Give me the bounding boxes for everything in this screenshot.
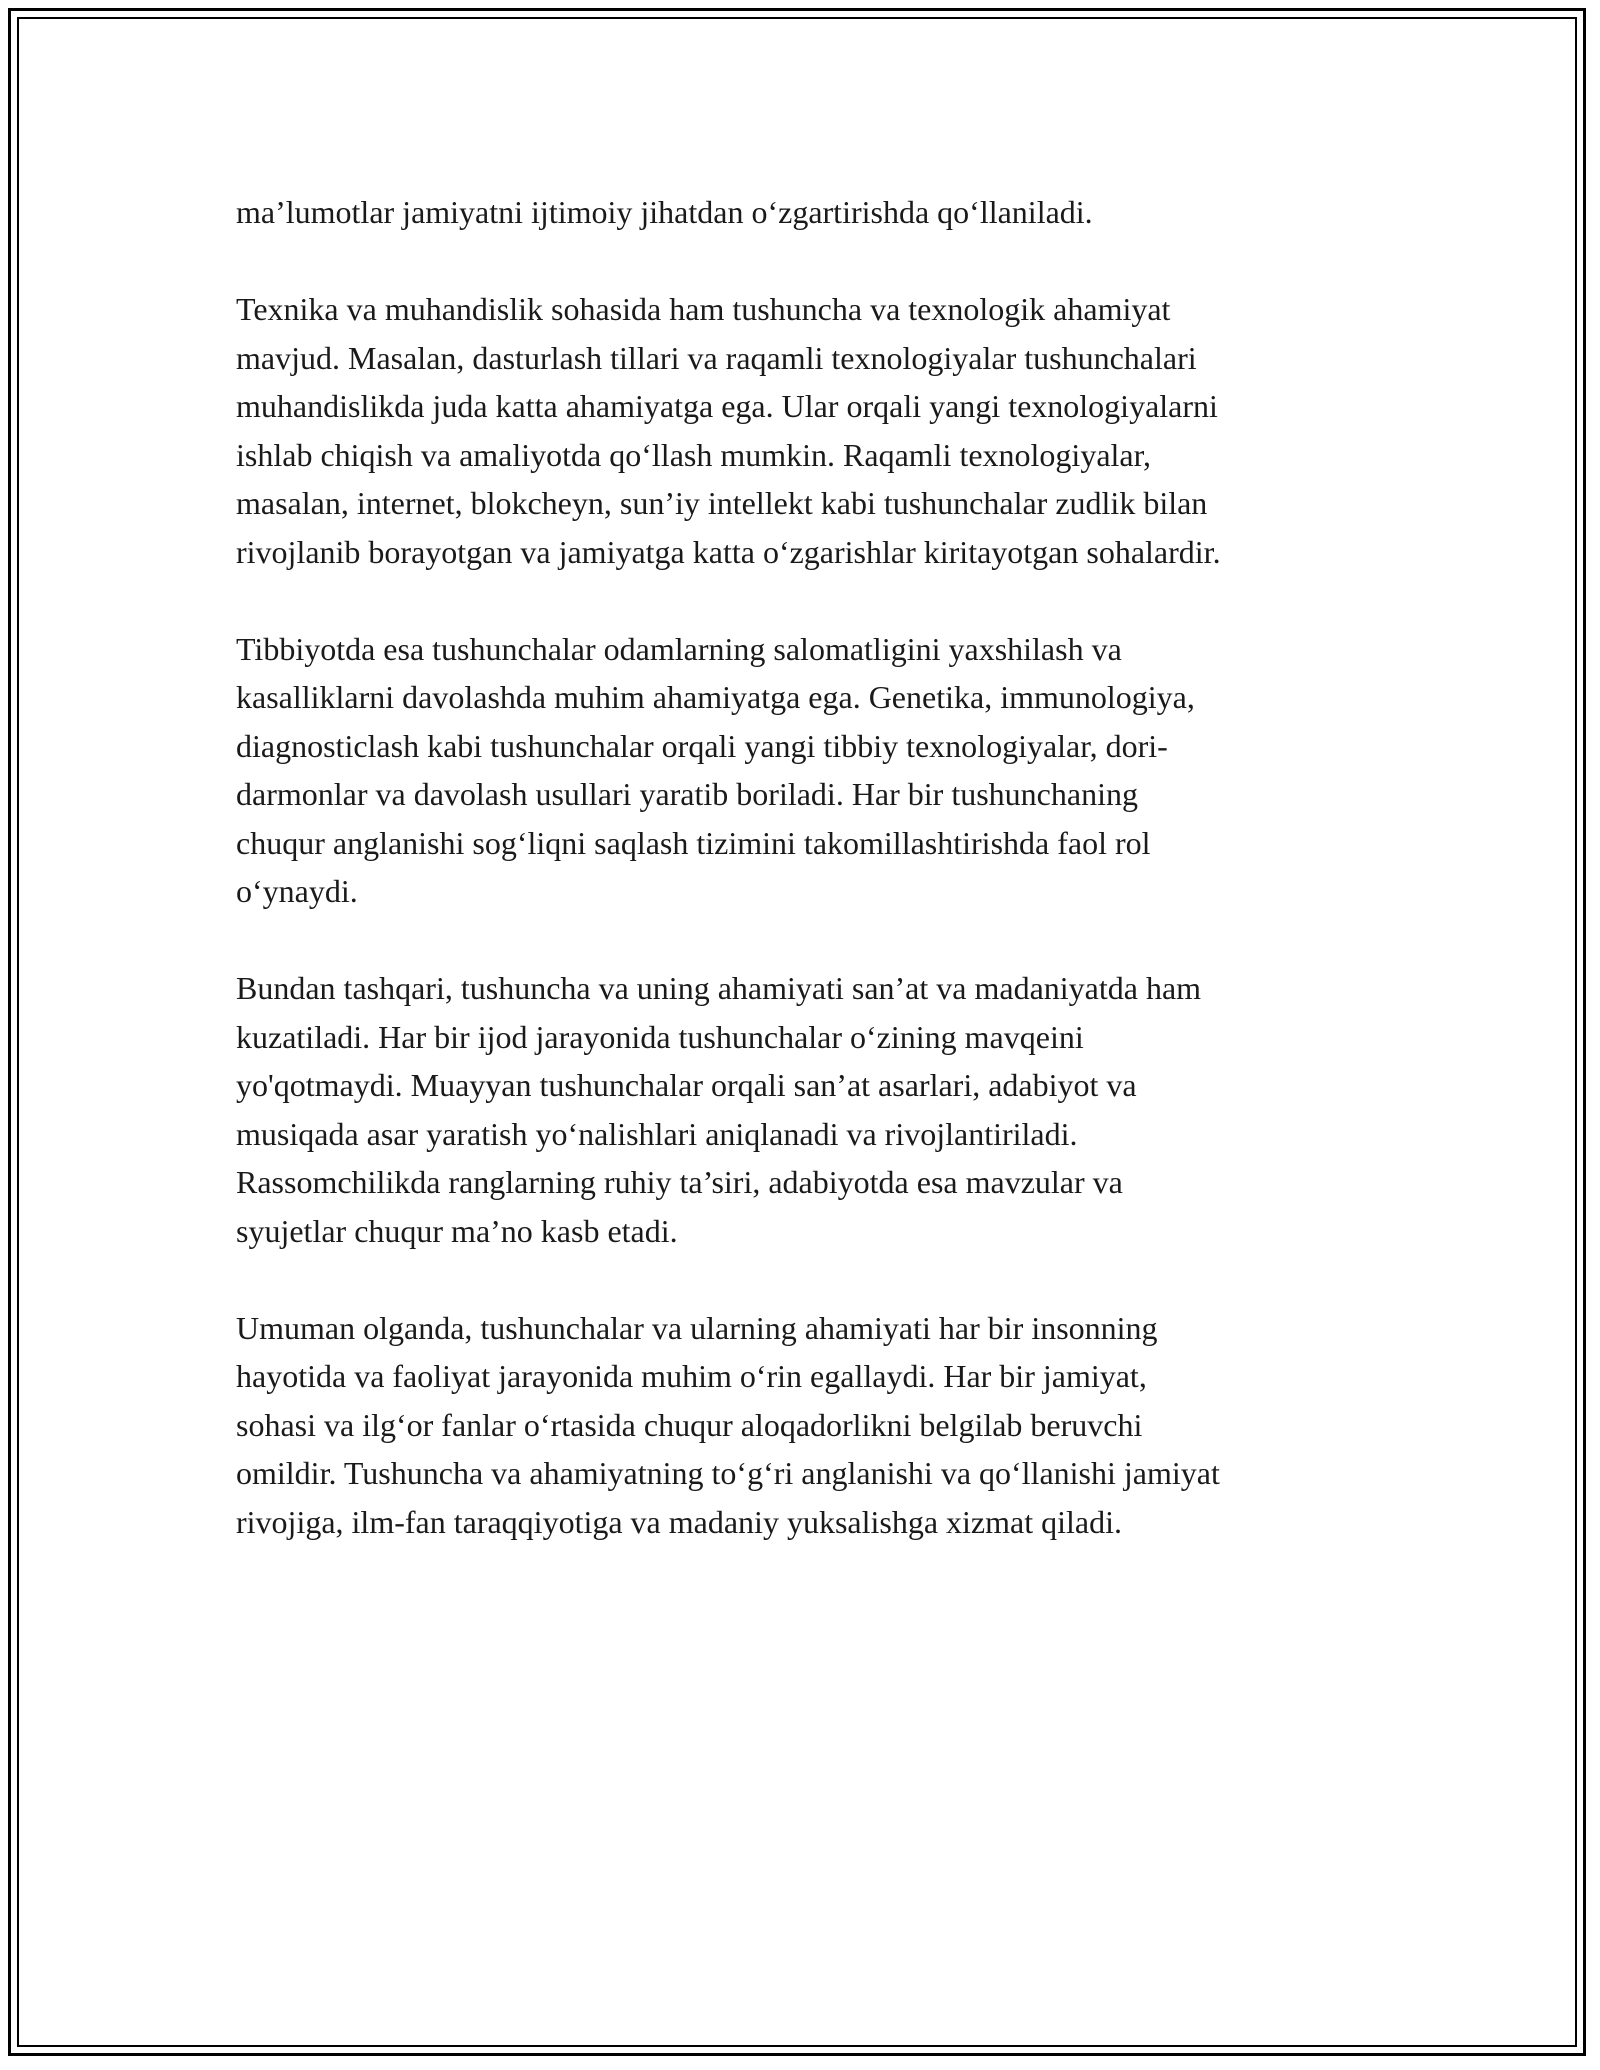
paragraph-3: Tibbiyotda esa tushunchalar odamlarning salomatligini yaxshilash va kasalliklarni davolashda muhim ahamiyatga ega. Genetika, immunologiya, diagnosticlash kabi tushunchalar orqali yangi tibbiy texnologiyalar, dori- darmonlar va davolash usullari yaratib boriladi. Har bir tushunchaning chuqur anglanishi sog‘liqni saqlash tizimini takomillashtirishda faol rol o‘ynaydi. bbox=[236, 630, 1195, 909]
paragraph-1: ma’lumotlar jamiyatni ijtimoiy jihatdan o‘zgartirishda qo‘llaniladi. bbox=[236, 194, 1093, 230]
paragraph-5: Umuman olganda, tushunchalar va ularning ahamiyati har bir insonning hayotida va faoliyat jarayonida muhim o‘rin egallaydi. Har bir jamiyat, sohasi va ilg‘or fanlar o‘rtasida chuqur aloqadorlikni belgilab beruvchi omildir. Tushuncha va ahamiyatning to‘g‘ri anglanishi va qo‘llanishi jamiyat rivojiga, ilm-fan taraqqiyotiga va madaniy yuksalishga xizmat qiladi. bbox=[236, 1309, 1220, 1540]
paragraph-4: Bundan tashqari, tushuncha va uning ahamiyati san’at va madaniyatda ham kuzatiladi. Har bir ijod jarayonida tushunchalar o‘zining mavqeini yo'qotmaydi. Muayyan tushunchalar orqali san’at asarlari, adabiyot va musiqada asar yaratish yo‘nalishlari aniqlanadi va rivojlantiriladi. Rassomchilikda ranglarning ruhiy ta’siri, adabiyotda esa mavzular va syujetlar chuqur ma’no kasb etadi. bbox=[236, 970, 1202, 1249]
document-body bbox=[236, 188, 1376, 1595]
paragraph-2: Texnika va muhandislik sohasida ham tushuncha va texnologik ahamiyat mavjud. Masalan, dasturlash tillari va raqamli texnologiyalar tushunchalari muhandislikda juda katta ahamiyatga ega. Ular orqali yangi texnologiyalarni ishlab chiqish va amaliyotda qo‘llash mumkin. Raqamli texnologiyalar, masalan, internet, blokcheyn, sun’iy intellekt kabi tushunchalar zudlik bilan rivojlanib borayotgan va jamiyatga katta o‘zgarishlar kiritayotgan sohalardir. bbox=[236, 291, 1221, 570]
